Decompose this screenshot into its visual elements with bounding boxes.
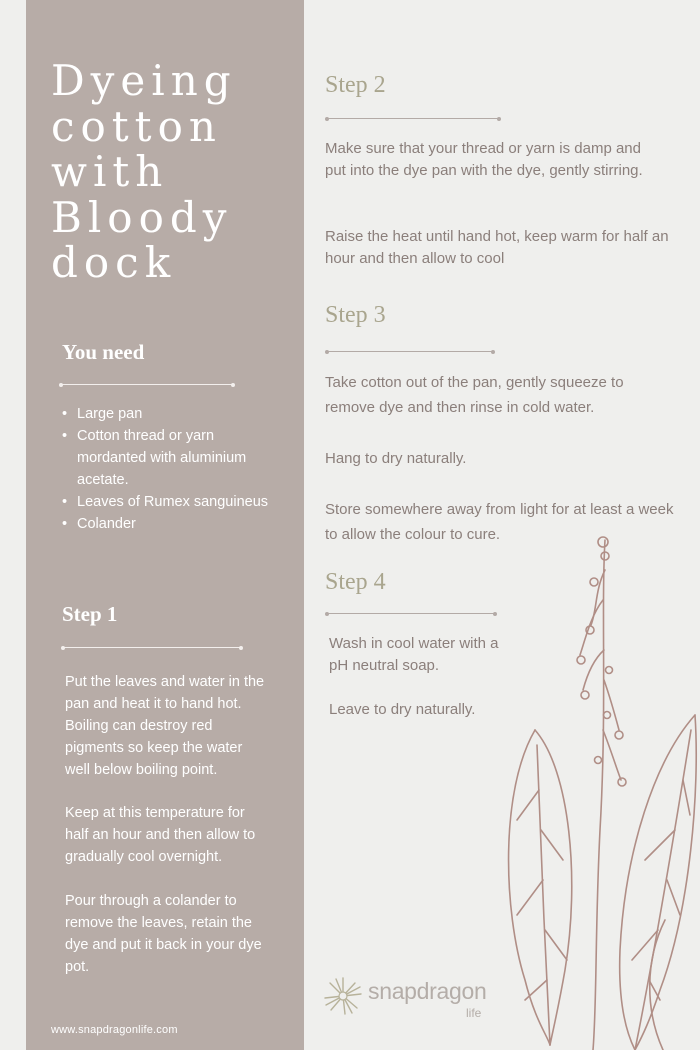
step2-paragraph: Raise the heat until hand hot, keep warm for half an hour and then allow to cool [325, 228, 669, 267]
you-need-heading: You need [62, 340, 145, 364]
page-title [51, 58, 237, 286]
list-item: • Cotton thread or yarn mordanted with aluminium acetate. [77, 425, 277, 491]
step3-paragraph: Store somewhere away from light for at least a week to allow the colour to cure. [325, 501, 674, 543]
flower-icon [322, 975, 364, 1017]
you-need-divider [61, 384, 233, 385]
list-item: • Large pan [77, 403, 277, 425]
step3-divider [327, 351, 493, 352]
step3-paragraph: Hang to dry naturally. [325, 450, 467, 467]
list-item: • Colander [77, 513, 277, 535]
step1-paragraph: Keep at this temperature for half an hour and then allow to gradually cool overnight. [65, 805, 256, 865]
logo-subtitle: life [466, 1006, 482, 1020]
step1-divider [63, 647, 241, 648]
logo-wordmark: snapdragon [368, 978, 487, 1004]
step4-divider [327, 613, 495, 614]
snapdragon-logo [322, 972, 502, 1026]
step4-paragraph: Leave to dry naturally. [329, 701, 476, 718]
you-need-list [77, 403, 277, 535]
title-line: dock [51, 238, 177, 287]
step4-paragraph: Wash in cool water with a pH neutral soap. [329, 635, 499, 674]
title-line: with [51, 147, 169, 196]
step3-heading: Step 3 [325, 302, 386, 328]
footer-url: www.snapdragonlife.com [51, 1024, 178, 1036]
step2-heading: Step 2 [325, 72, 386, 98]
step2-divider [327, 118, 499, 119]
step2-paragraph: Make sure that your thread or yarn is damp and put into the dye pan with the dye, gently stirring. [325, 140, 643, 179]
dock-plant-illustration [495, 530, 700, 1050]
title-line: Bloody [51, 192, 233, 242]
title-line: Dyeing [51, 56, 237, 105]
step1-heading: Step 1 [62, 602, 118, 626]
sidebar-panel [26, 0, 304, 1050]
step1-paragraph: Put the leaves and water in the pan and heat it to hand hot. Boiling can destroy red pigments so keep the water well below boiling point. [65, 674, 265, 778]
step3-paragraph: Take cotton out of the pan, gently squeeze to remove dye and then rinse in cold water. [325, 374, 624, 416]
title-line: cotton [51, 101, 222, 151]
step4-heading: Step 4 [325, 569, 386, 595]
step1-paragraph: Pour through a colander to remove the leaves, retain the dye and put it back in your dye pot. [65, 893, 262, 975]
list-item: • Leaves of Rumex sanguineus [77, 491, 277, 513]
